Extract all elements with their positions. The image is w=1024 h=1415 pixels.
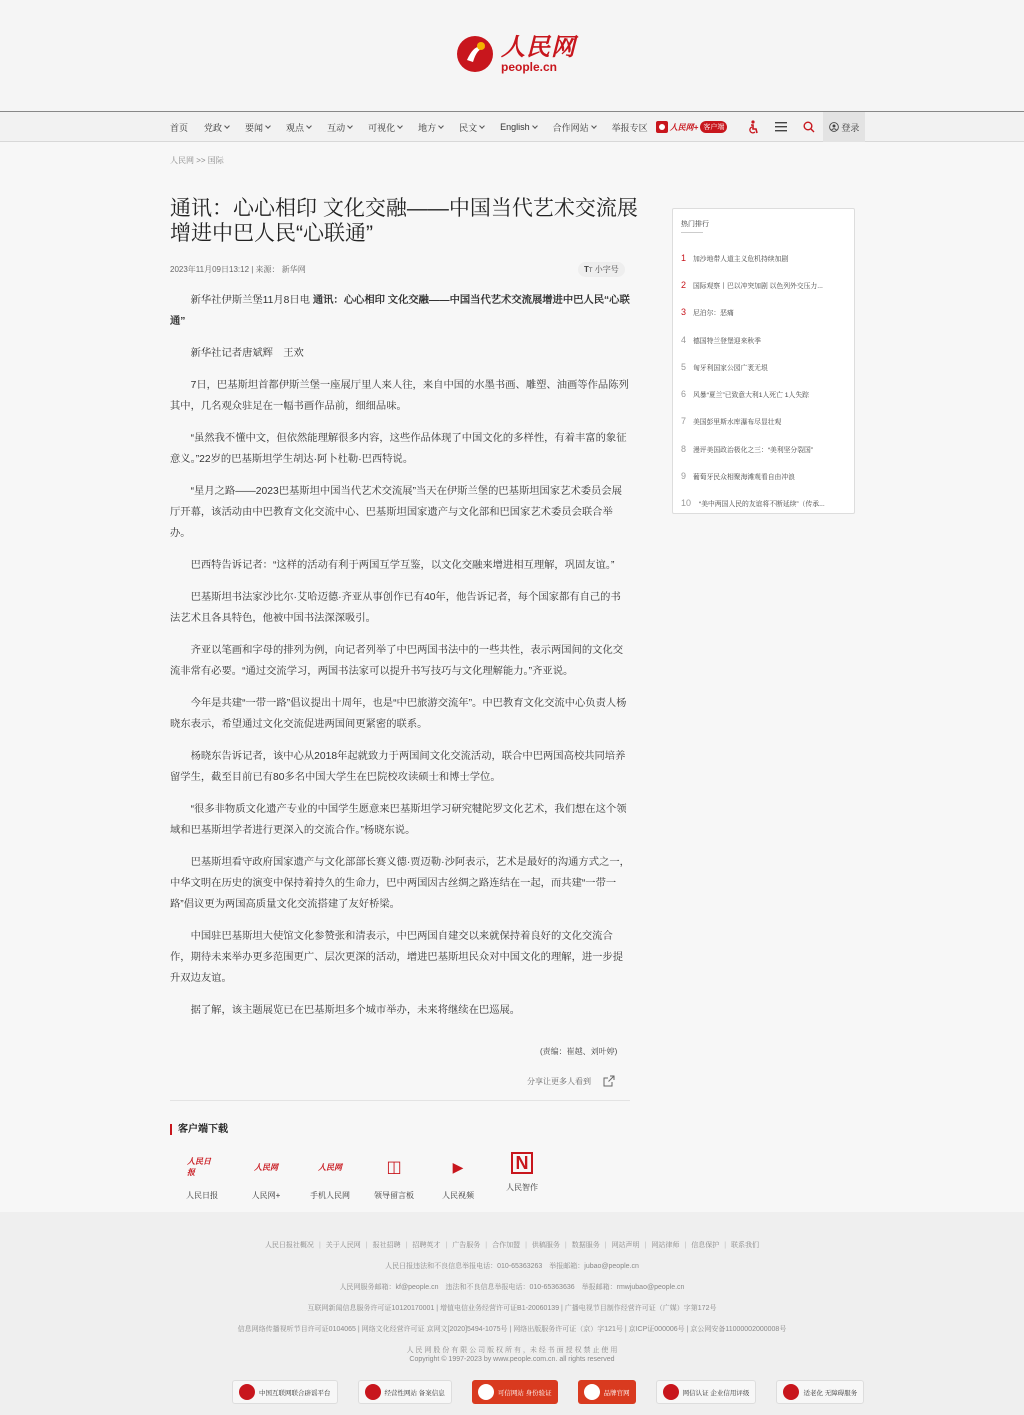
- footer-link[interactable]: 报社招聘: [372, 1242, 401, 1249]
- footer-link[interactable]: 联系我们: [731, 1242, 760, 1249]
- rank-headline: 匈牙利国家公园广袤无垠: [693, 364, 768, 372]
- leader-message-board-app-icon: ◫: [386, 1159, 402, 1176]
- footer-link[interactable]: 合作加盟: [492, 1242, 521, 1249]
- hot-ranking-item[interactable]: [681, 490, 825, 517]
- people-video-app-icon: ▶: [452, 1158, 464, 1175]
- hot-ranking-list: [681, 244, 825, 517]
- accessibility-icon[interactable]: [739, 112, 767, 142]
- footer-copyright-cn: 人 民 网 股 份 有 限 公 司 版 权 所 有 ，未 经 书 面 授 权 禁 止 使 用: [406, 1347, 618, 1354]
- footer-report-line: 人民日报违法和不良信息举报电话：010-65363263 举报邮箱：jubao@people.cn: [385, 1263, 639, 1270]
- footer-license-line-2: 信息网络传播视听节目许可证0104065 | 网络文化经营许可证 京网文[2020]5494-1075号 | 网络出版服务许可证（京）字121号 | 京ICP证000006号 | 京公网安备11000002000008号: [237, 1326, 787, 1333]
- footer-link[interactable]: 网站律师: [651, 1242, 680, 1249]
- app-logo-icon: [656, 121, 668, 133]
- hot-ranking-item[interactable]: [681, 435, 825, 462]
- footer-trust-badge[interactable]: [656, 1380, 757, 1404]
- footer-link[interactable]: 关于人民网: [325, 1242, 361, 1249]
- article-paragraph: 今年是共建“一带一路”倡议提出十周年，也是“中巴旅游交流年”。中巴教育文化交流中心负责人杨晓东表示，希望通过文化交流促进两国间更紧密的联系。: [170, 698, 627, 730]
- badge-emblem-icon: [663, 1384, 679, 1400]
- badge-emblem-icon: [239, 1384, 255, 1400]
- client-app-label: 人民日报: [186, 1191, 218, 1200]
- footer-links: [0, 1240, 1024, 1250]
- client-app-list: [170, 1152, 554, 1201]
- rank-headline: 风暴“夏兰”已致意大利1人死亡 1人失踪: [693, 392, 809, 400]
- people-zhizuo-app[interactable]: [490, 1152, 554, 1201]
- chevron-down-icon: [479, 123, 485, 129]
- chevron-down-icon: [224, 123, 230, 129]
- footer-separator: |: [525, 1242, 527, 1249]
- site-logo[interactable]: [455, 34, 576, 74]
- footer-link[interactable]: 广告服务: [452, 1242, 481, 1249]
- badge-label: 中国互联网联合辟谣平台: [259, 1389, 331, 1397]
- footer-separator: |: [445, 1242, 448, 1249]
- rank-headline: 葡萄牙民众相聚海滩观看自由冲浪: [693, 474, 795, 482]
- footer-separator: |: [564, 1242, 567, 1249]
- footer-separator: |: [604, 1242, 607, 1249]
- nav-item-opinion[interactable]: 观点: [286, 121, 311, 134]
- nav-item-ethnic[interactable]: 民文: [459, 121, 484, 134]
- footer-trust-badge[interactable]: [472, 1380, 558, 1404]
- footer-separator: |: [405, 1242, 408, 1249]
- user-icon: [829, 122, 839, 132]
- rank-number: 5: [681, 361, 687, 372]
- divider: [681, 232, 703, 233]
- chevron-down-icon: [532, 123, 538, 129]
- article-paragraph: 7日，巴基斯坦首都伊斯兰堡一座展厅里人来人往，来自中国的水墨书画、雕塑、油画等作品陈列其中，几名观众驻足在一幅书画作品前，细细品味。: [170, 380, 629, 412]
- rank-number: 2: [681, 279, 687, 290]
- footer-trust-badge[interactable]: [578, 1380, 636, 1404]
- rank-headline: 尼泊尔：恶痛: [693, 310, 734, 318]
- rank-headline: 德国特兰登堡迎来秋季: [693, 337, 761, 345]
- client-app-label: 手机人民网: [310, 1191, 350, 1200]
- chevron-down-icon: [397, 123, 403, 129]
- logo-english-text: people.cn: [501, 60, 558, 74]
- people-daily-app-icon: 人民日报: [187, 1156, 211, 1177]
- article-source-link[interactable]: 新华网: [281, 265, 306, 274]
- article-paragraph: 杨晓东告诉记者，该中心从2018年起就致力于两国间文化交流活动，联合中巴两国高校共同培养留学生，截至目前已有80多名中国大学生在巴院校攻读硕士和博士学位。: [170, 751, 626, 783]
- article-paragraph: 中国驻巴基斯坦大使馆文化参赞张和清表示，中巴两国自建交以来就保持着良好的文化交流合作，期待未来举办更多范围更广、层次更深的活动，增进巴基斯坦民众对中国文化的理解，进一步提升双边友谊。: [170, 931, 624, 984]
- article-paragraph: “很多非物质文化遗产专业的中国学生愿意来巴基斯坦学习研究犍陀罗文化艺术，我们想在这个领域和巴基斯坦学者进行更深入的交流合作。”杨晓东说。: [170, 804, 627, 836]
- footer-link[interactable]: 招聘英才: [412, 1242, 441, 1249]
- hot-ranking-item[interactable]: [681, 299, 825, 326]
- rank-headline: 国际观察丨巴以冲突加剧 以色列外交压力...: [693, 282, 823, 290]
- article-meta: [170, 264, 306, 275]
- mobile-people-app[interactable]: [298, 1152, 362, 1201]
- badge-label: 品牌官网: [603, 1389, 630, 1397]
- article-paragraph: 据了解，该主题展览已在巴基斯坦多个城市举办，未来将继续在巴巡展。: [190, 1005, 521, 1016]
- footer-separator: |: [365, 1242, 368, 1249]
- footer-link[interactable]: 信息保护: [691, 1242, 720, 1249]
- footer-link[interactable]: 供稿服务: [531, 1242, 560, 1249]
- article-body: [170, 290, 630, 1032]
- footer-separator: |: [318, 1242, 321, 1249]
- client-app-label: 人民视频: [442, 1191, 474, 1200]
- nav-item-english[interactable]: English: [500, 122, 537, 132]
- article-paragraph: 齐亚以笔画和字母的排列为例，向记者列举了中巴两国书法中的一些共性，表示两国间的文化交流非常有必要。“通过交流学习，两国书法家可以提升书写技巧与文化理解能力。”齐亚说。: [170, 645, 624, 677]
- footer-link[interactable]: 人民日报社概况: [264, 1242, 314, 1249]
- article-lead: 新华社伊斯兰堡11月8日电 通讯：心心相印 文化交融——中国当代艺术交流展增进中巴人民“心联通”: [170, 295, 630, 327]
- footer-trust-badge[interactable]: [358, 1380, 452, 1404]
- rank-number: 10: [681, 498, 692, 509]
- footer-copyright-en: Copyright © 1997-2023 by www.people.com.cn. all rights reserved: [409, 1356, 615, 1363]
- main-navigation: [0, 112, 1024, 142]
- rank-number: 4: [681, 334, 687, 345]
- article-paragraph: 新华社记者唐斌辉 王欢: [190, 348, 304, 359]
- share-bar[interactable]: [527, 1075, 615, 1087]
- client-download-title: 客户端下载: [170, 1124, 228, 1135]
- logo-chinese-text: 人民网: [501, 32, 576, 61]
- chevron-down-icon: [347, 123, 353, 129]
- article-paragraph: 巴基斯坦书法家沙比尔·艾哈迈德·齐亚从事创作已有40年，他告诉记者，每个国家都有自己的书法艺术且各具特色，他被中国书法深深吸引。: [170, 592, 621, 624]
- footer-link[interactable]: 数据服务: [571, 1242, 600, 1249]
- nav-item-home[interactable]: 首页: [170, 122, 189, 133]
- article-paragraph: “星月之路——2023巴基斯坦中国当代艺术交流展”当天在伊斯兰堡的巴基斯坦国家艺术委员会展厅开幕，该活动由中巴教育文化交流中心、巴基斯坦国家遗产与文化部和巴国家艺术委员会联合举办。: [170, 486, 622, 539]
- login-button[interactable]: 登录: [823, 112, 865, 142]
- rank-number: 3: [681, 307, 687, 318]
- chevron-down-icon: [306, 123, 312, 129]
- article-date: 2023年11月09日13:12 | 来源：: [170, 265, 280, 274]
- rank-headline: 美国彭里斯水库瀑布尽显壮观: [693, 419, 782, 427]
- client-app-label: 人民智作: [506, 1183, 538, 1192]
- share-text: 分享让更多人看到: [527, 1076, 591, 1086]
- nav-item-visual[interactable]: 可视化: [368, 121, 402, 134]
- footer-separator: |: [724, 1242, 727, 1249]
- app-badge: 客户端: [700, 121, 727, 133]
- footer-license-line: 互联网新闻信息服务许可证10120170001 | 增值电信业务经营许可证B1-20060139 | 广播电视节目制作经营许可证（广媒）字第172号: [307, 1305, 717, 1312]
- footer-separator: |: [644, 1242, 647, 1249]
- font-size-icon: T: [584, 265, 589, 274]
- footer-service-line: 人民网服务邮箱：kf@people.cn 违法和不良信息举报电话：010-65363636 举报邮箱：rmwjubao@people.cn: [339, 1284, 685, 1291]
- rank-headline: 漫评美国政治极化之三：“美利坚分裂国”: [693, 446, 814, 454]
- hot-ranking-item[interactable]: [681, 353, 825, 380]
- badge-emblem-icon: [478, 1384, 494, 1400]
- logo-emblem-icon: [455, 34, 495, 74]
- hot-ranking-title: 热门排行: [681, 221, 709, 228]
- badge-label: 经营性网站 备案信息: [384, 1389, 445, 1397]
- rank-headline: 加沙地带人道主义危机持续加剧: [693, 255, 789, 263]
- people-daily-app[interactable]: [170, 1152, 234, 1201]
- nav-app-link[interactable]: 人民网+ 客户端: [656, 121, 728, 133]
- nav-item-party[interactable]: 党政: [204, 121, 229, 134]
- nav-item-news[interactable]: 要闻: [245, 121, 270, 134]
- menu-icon[interactable]: [767, 112, 795, 142]
- rank-number: 9: [681, 471, 687, 482]
- people-video-app[interactable]: [426, 1152, 490, 1201]
- footer-badges: [232, 1380, 864, 1404]
- nav-item-report[interactable]: 举报专区: [611, 122, 648, 133]
- hot-ranking-item[interactable]: [681, 271, 825, 298]
- people-net-plus-app[interactable]: [234, 1152, 298, 1201]
- divider: [170, 1100, 630, 1101]
- search-icon[interactable]: [795, 112, 823, 142]
- badge-emblem-icon: [783, 1384, 799, 1400]
- hot-ranking-item[interactable]: [681, 380, 825, 407]
- site-header: [0, 0, 1024, 112]
- hot-ranking-item[interactable]: [681, 462, 825, 489]
- hot-ranking-item[interactable]: [681, 408, 825, 435]
- rank-headline: “美中两国人民的友谊将不断延续”（传承...: [699, 501, 825, 509]
- article-editor: (责编：崔越、刘叶婷): [540, 1047, 618, 1056]
- font-size-toggle[interactable]: TT 小字号: [578, 262, 625, 277]
- footer-link[interactable]: 网站声明: [611, 1242, 640, 1249]
- leader-message-board-app[interactable]: [362, 1152, 426, 1201]
- chevron-down-icon: [438, 123, 444, 129]
- nav-item-partners[interactable]: 合作网站: [553, 121, 596, 134]
- footer-separator: |: [485, 1242, 488, 1249]
- people-net-plus-app-icon: 人民网: [254, 1161, 278, 1172]
- people-zhizuo-app-icon: N: [511, 1152, 533, 1174]
- chevron-down-icon: [265, 123, 271, 129]
- nav-item-interact[interactable]: 互动: [327, 121, 352, 134]
- client-app-label: 人民网+: [251, 1191, 281, 1200]
- hot-ranking-item[interactable]: [681, 326, 825, 353]
- nav-item-local[interactable]: 地方: [418, 121, 443, 134]
- footer-trust-badge[interactable]: [232, 1380, 338, 1404]
- article-paragraph: “虽然我不懂中文，但依然能理解很多内容，这些作品体现了中国文化的多样性，有着丰富的象征意义。”22岁的巴基斯坦学生胡达·阿卜杜勒·巴西特说。: [170, 433, 627, 465]
- badge-label: 可信网站 身份验证: [497, 1389, 552, 1397]
- hot-ranking-panel: [672, 208, 855, 514]
- badge-emblem-icon: [584, 1384, 600, 1400]
- badge-emblem-icon: [365, 1384, 381, 1400]
- article-title: 通讯：心心相印 文化交融——中国当代艺术交流展增进中巴人民“心联通”: [170, 197, 638, 245]
- rank-number: 1: [681, 252, 687, 263]
- breadcrumb[interactable]: 人民网 >> 国际: [170, 156, 224, 165]
- rank-number: 8: [681, 443, 687, 454]
- share-icon[interactable]: [603, 1075, 615, 1087]
- chevron-down-icon: [591, 123, 597, 129]
- client-app-label: 领导留言板: [374, 1191, 414, 1200]
- rank-number: 6: [681, 389, 687, 400]
- badge-label: 网信认证 企业信用评级: [682, 1389, 750, 1397]
- footer-trust-badge[interactable]: [776, 1380, 864, 1404]
- badge-label: 适老化 无障碍服务: [803, 1389, 858, 1397]
- mobile-people-app-icon: 人民网: [318, 1161, 342, 1172]
- footer-separator: |: [684, 1242, 687, 1249]
- article-paragraph: 巴基斯坦看守政府国家遗产与文化部部长赛义德·贾迈勒·沙阿表示，艺术是最好的沟通方式之一，中华文明在历史的演变中保持着持久的生命力，巴中两国因古丝绸之路连结在一起，而共建“一带一路”倡议更为两国高质量文化交流搭建了友好桥梁。: [170, 857, 630, 910]
- rank-number: 7: [681, 416, 687, 427]
- article-paragraph: 巴西特告诉记者：“这样的活动有利于两国互学互鉴，以文化交融来增进相互理解，巩固友谊。”: [190, 560, 615, 571]
- hot-ranking-item[interactable]: [681, 244, 825, 271]
